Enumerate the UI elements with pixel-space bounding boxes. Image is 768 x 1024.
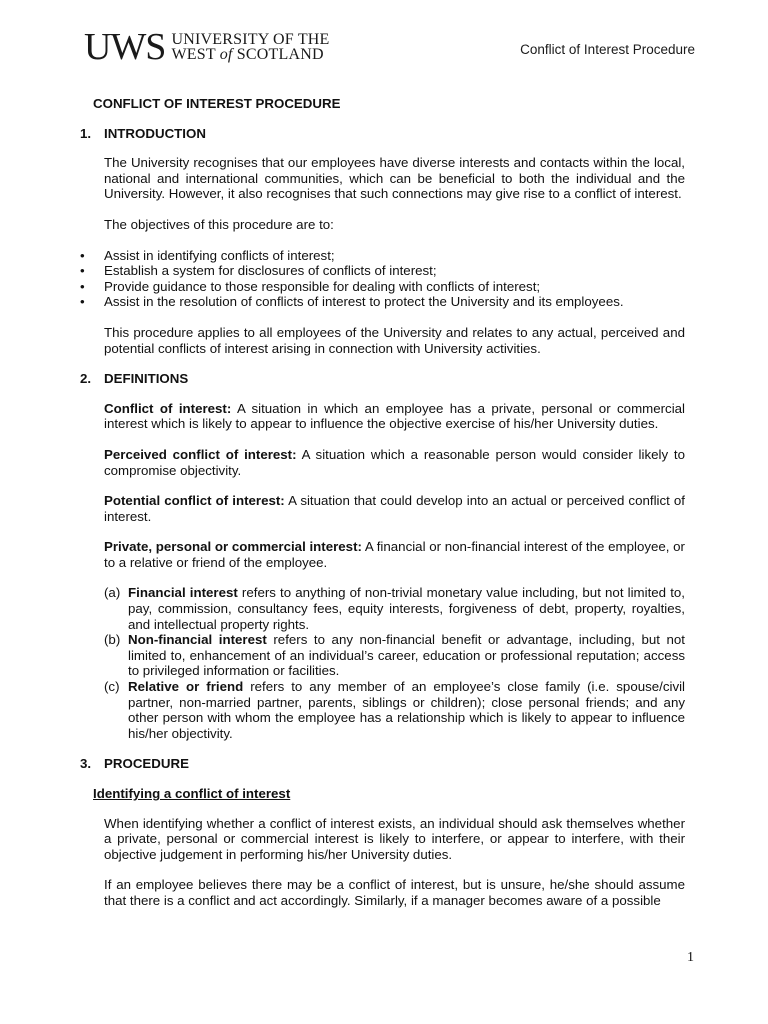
objectives-list — [80, 248, 685, 310]
logo-mark: UWS — [84, 26, 166, 68]
section-number: 2. — [80, 371, 92, 387]
procedure-paragraph-2: If an employee believes there may be a conflict of interest, but is unsure, he/she should assume that there is a conflict and act accordingly. Similarly, if a manager becomes aware of a possible — [104, 877, 685, 908]
item-description: refers to anything of non-trivial monetary value including, but not limited to, pay, commission, consultancy fees, equity interests, forgiveness of debt, property, royalties, and intellectual property rights. — [128, 585, 685, 632]
item-term: Relative or friend — [128, 679, 244, 695]
list-item — [80, 279, 685, 295]
list-item-text: Provide guidance to those responsible for dealing with conflicts of interest; — [104, 278, 541, 294]
logo-line-2-of: of — [219, 46, 233, 63]
logo-line-1: UNIVERSITY OF THE — [171, 31, 330, 48]
bullet-icon: • — [80, 263, 85, 279]
item-description: refers to any member of an employee’s close family (i.e. spouse/civil partner, non-married partner, parents, siblings or children); close personal friends; and any other person with whom the employee has a relationship which is likely to appear to influence his/her objectivity. — [128, 679, 686, 741]
section-title: INTRODUCTION — [104, 125, 206, 141]
definition-text: A situation which a reasonable person would consider likely to compromise objectivity. — [104, 446, 685, 478]
list-item-text: Assist in the resolution of conflicts of interest to protect the University and its employees. — [104, 294, 624, 310]
definition-text: A financial or non-financial interest of the employee, or to a relative or friend of the employee. — [104, 539, 685, 570]
bullet-icon: • — [80, 247, 85, 263]
definition-term: Potential conflict of interest: — [104, 493, 285, 509]
definition-conflict-of-interest — [80, 401, 685, 432]
list-item — [80, 294, 685, 310]
procedure-paragraph-1: When identifying whether a conflict of interest exists, an individual should ask themselves whether a private, personal or commercial interest is likely to interfere, or appear to interfere, with their objective judgement in performing his/her University duties. — [104, 815, 685, 862]
uws-logo — [84, 27, 330, 67]
bullet-icon: • — [80, 278, 85, 294]
logo-wordmark — [171, 32, 329, 62]
item-label: (b) — [104, 632, 121, 648]
definition-potential-conflict — [80, 493, 685, 524]
definition-private-interest — [80, 539, 685, 570]
section-number: 3. — [80, 756, 92, 772]
running-header-title: Conflict of Interest Procedure — [520, 42, 695, 57]
item-text — [128, 632, 685, 679]
document-body — [80, 96, 685, 924]
definition-term: Private, personal or commercial interest: — [104, 539, 362, 555]
list-item — [104, 679, 685, 741]
definition-text: A situation in which an employee has a private, personal or commercial interest which is likely to appear to influence the objective exercise of his/her University duties. — [104, 400, 685, 432]
list-item — [80, 248, 685, 264]
section-number: 1. — [80, 125, 92, 141]
page-number: 1 — [687, 950, 694, 965]
item-label: (c) — [104, 679, 120, 695]
section-title: DEFINITIONS — [104, 371, 189, 387]
subheading-identifying-conflict: Identifying a conflict of interest — [93, 786, 291, 801]
document-title: CONFLICT OF INTEREST PROCEDURE — [93, 96, 341, 111]
intro-paragraph-1: The University recognises that our employees have diverse interests and contacts within the local, national and international communities, which can be beneficial to both the individual and the University. However, it also recognises that such connections may give rise to a conflict of interest. — [104, 155, 685, 202]
list-item — [80, 263, 685, 279]
item-text — [128, 585, 685, 632]
list-item — [104, 632, 685, 679]
list-item-text: Establish a system for disclosures of conflicts of interest; — [104, 263, 437, 279]
item-term: Financial interest — [128, 585, 238, 601]
item-text — [128, 679, 685, 741]
item-term: Non-financial interest — [128, 632, 267, 648]
intro-paragraph-3: This procedure applies to all employees of the University and relates to any actual, perceived and potential conflicts of interest arising in connection with University activities. — [104, 324, 685, 356]
interest-types-list — [80, 585, 685, 741]
bullet-icon: • — [80, 294, 85, 310]
section-heading-introduction — [80, 126, 685, 142]
section-heading-procedure — [80, 756, 685, 772]
item-label: (a) — [104, 585, 121, 601]
definition-text: A situation that could develop into an actual or perceived conflict of interest. — [104, 493, 685, 524]
item-description: refers to any non-financial benefit or advantage, including, but not limited to, enhancement of an individual’s career, education or professional reputation; access to privileged information or facilities. — [128, 632, 685, 679]
definition-perceived-conflict — [80, 447, 685, 478]
logo-line-2a: WEST — [171, 46, 216, 63]
intro-paragraph-2: The objectives of this procedure are to: — [104, 216, 334, 232]
logo-line-2b: SCOTLAND — [236, 46, 324, 63]
definition-term: Conflict of interest: — [104, 400, 232, 416]
definition-term: Perceived conflict of interest: — [104, 446, 297, 462]
section-heading-definitions — [80, 371, 685, 387]
list-item-text: Assist in identifying conflicts of interest; — [104, 247, 335, 263]
section-title: PROCEDURE — [104, 756, 189, 772]
list-item — [104, 585, 685, 632]
